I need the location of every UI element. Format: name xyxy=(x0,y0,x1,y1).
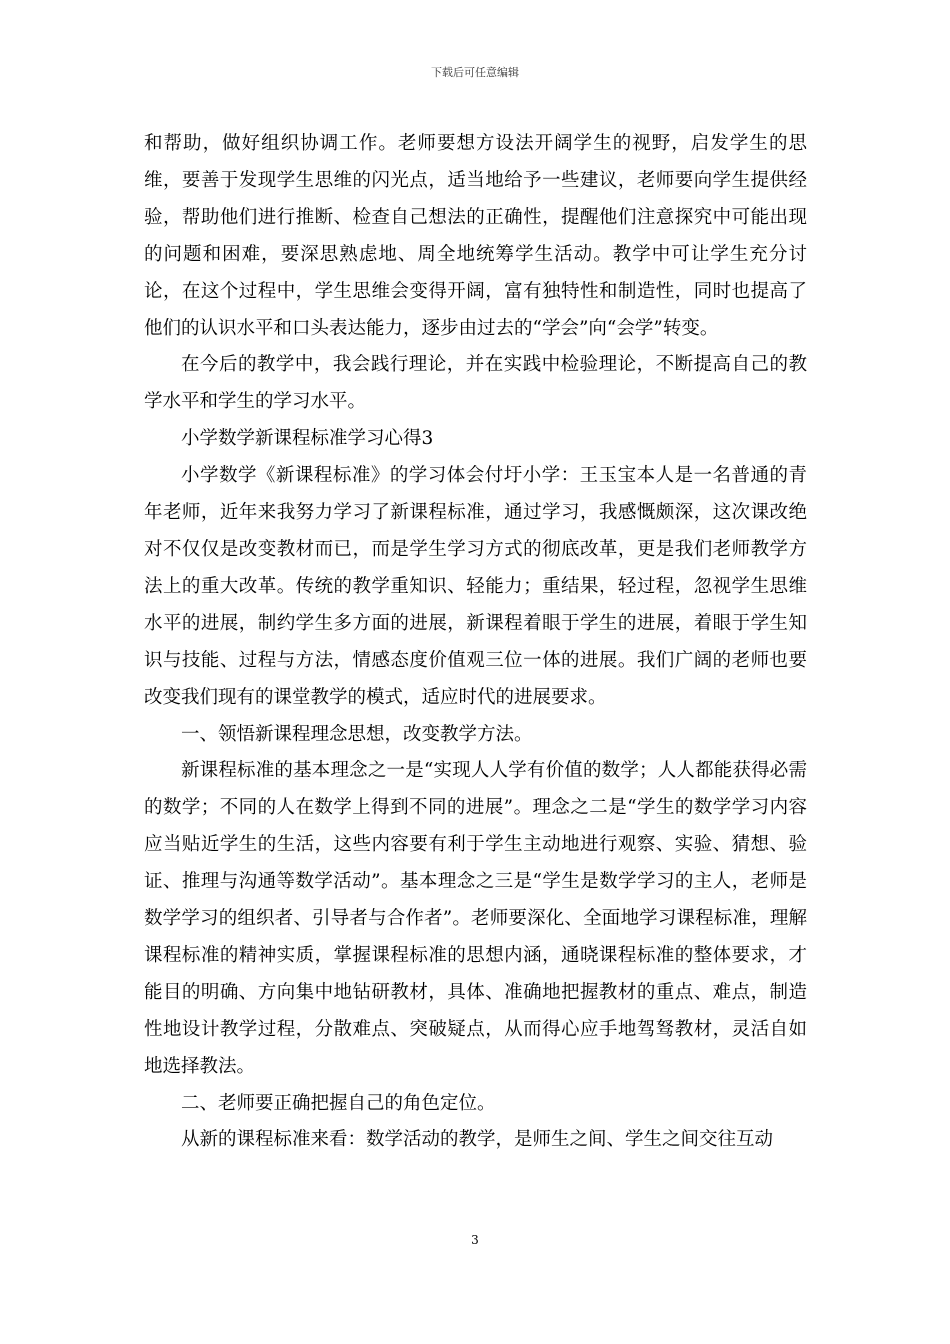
paragraph-4: 新课程标准的基本理念之一是“实现人人学有价值的数学；人人都能获得必需的数学；不同的人在数学上得到不同的进展”。理念之二是“学生的数学学习内容应当贴近学生的生活，这些内容要有利于学生主动地进行观察、实验、猜想、验证、推理与沟通等数学活动”。基本理念之三是“学生是数学学习的主人，老师是数学学习的组织者、引导者与合作者”。老师要深化、全面地学习课程标准，理解课程标准的精神实质，掌握课程标准的思想内涵，通晓课程标准的整体要求，才能目的明确、方向集中地钻研教材，具体、准确地把握教材的重点、难点，制造性地设计教学过程，分散难点、突破疑点，从而得心应手地驾驽教材，灵活自如地选择教法。 xyxy=(144,760,807,1077)
page-number: 3 xyxy=(471,1233,479,1247)
paragraph-5: 从新的课程标准来看：数学活动的教学，是师生之间、学生之间交往互动 xyxy=(181,1129,774,1151)
paragraph-3: 小学数学《新课程标准》的学习体会付圩小学：王玉宝本人是一名普通的青年老师，近年来我努力学习了新课程标准，通过学习，我感慨颇深，这次课改绝对不仅仅是改变教材而已，而是学生学习方式的彻底改革，更是我们老师教学方法上的重大改革。传统的教学重知识、轻能力；重结果，轻过程，忽视学生思维水平的进展，制约学生多方面的进展，新课程着眼于学生的进展，着眼于学生知识与技能、过程与方法，情感态度价值观三位一体的进展。我们广阔的老师也要改变我们现有的课堂教学的模式，适应时代的进展要求。 xyxy=(144,465,807,708)
heading-one: 一、领悟新课程理念思想，改变教学方法。 xyxy=(181,723,533,745)
paragraph-1: 和帮助，做好组织协调工作。老师要想方设法开阔学生的视野，启发学生的思维，要善于发现学生思维的闪光点，适当地给予一些建议，老师要向学生提供经验，帮助他们进行推断、检查自己想法的正确性，提醒他们注意探究中可能出现的问题和困难，要深思熟虑地、周全地统筹学生活动。教学中可让学生充分讨论，在这个过程中，学生思维会变得开阔，富有独特性和制造性，同时也提高了他们的认识水平和口头表达能力，逐步由过去的“学会”向“会学”转变。 xyxy=(144,133,807,339)
document-body xyxy=(144,126,807,1159)
heading-two: 二、老师要正确把握自己的角色定位。 xyxy=(181,1092,496,1114)
section-title: 小学数学新课程标准学习心得3 xyxy=(181,428,434,450)
page-header: 下载后可任意编辑 xyxy=(431,66,519,79)
paragraph-2: 在今后的教学中，我会践行理论，并在实践中检验理论，不断提高自己的教学水平和学生的学习水平。 xyxy=(144,354,807,413)
